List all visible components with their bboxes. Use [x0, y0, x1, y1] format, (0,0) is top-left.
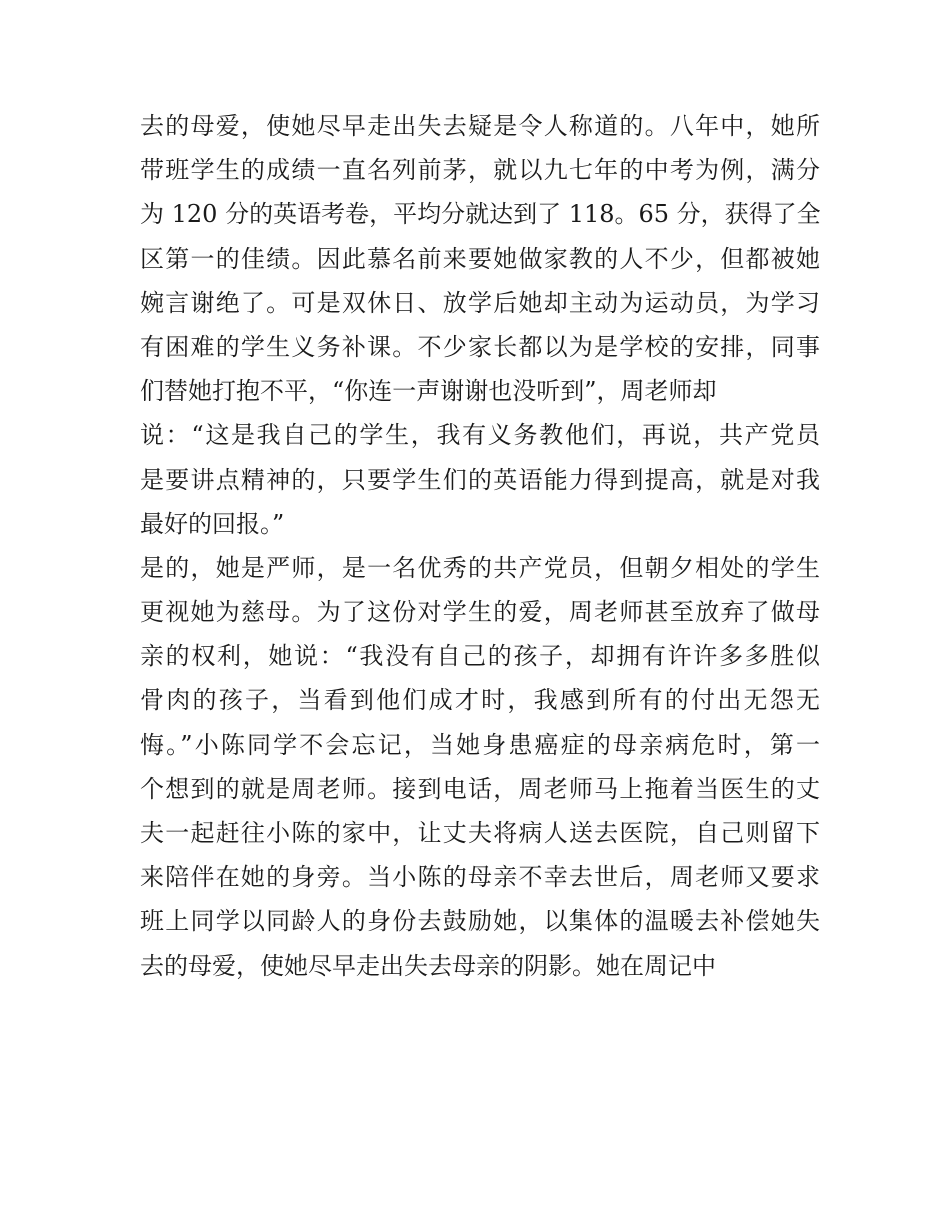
- body-text: [140, 104, 820, 988]
- text-line-10: 最好的回报。”: [140, 509, 285, 538]
- text-line-2: 带班学生的成绩一直名列前茅，就以九七年的中考为例，满分: [140, 156, 820, 185]
- text-line-13: 亲的权利，她说：“我没有自己的孩子，却拥有许许多多胜似: [140, 642, 820, 671]
- text-line-4: 区第一的佳绩。因此慕名前来要她做家教的人不少，但都被她: [140, 244, 820, 273]
- text-line-17: 夫一起赶往小陈的家中，让丈夫将病人送去医院，自己则留下: [140, 819, 820, 847]
- text-line-19: 班上同学以同龄人的身份去鼓励她，以集体的温暖去补偿她失: [140, 907, 820, 936]
- text-line-5: 婉言谢绝了。可是双休日、放学后她却主动为运动员，为学习: [140, 288, 820, 317]
- text-line-7: 们替她打抱不平，“你连一声谢谢也没听到”，周老师却: [140, 377, 717, 406]
- text-line-20: 去的母爱，使她尽早走出失去母亲的阴影。她在周记中: [140, 951, 716, 980]
- text-line-3: 为 120 分的英语考卷，平均分就达到了 118。65 分，获得了全: [140, 200, 821, 229]
- text-line-18: 来陪伴在她的身旁。当小陈的母亲不幸去世后，周老师又要求: [140, 863, 820, 892]
- text-line-11: 是的，她是严师，是一名优秀的共产党员，但朝夕相处的学生: [140, 553, 820, 582]
- text-line-8: 说：“这是我自己的学生，我有义务教他们，再说，共产党员: [140, 421, 820, 450]
- text-line-15: 悔。”小陈同学不会忘记，当她身患癌症的母亲病危时，第一: [140, 730, 820, 759]
- text-line-9: 是要讲点精神的，只要学生们的英语能力得到提高，就是对我: [140, 465, 820, 494]
- text-line-1: 去的母爱，使她尽早走出失去疑是令人称道的。八年中，她所: [140, 112, 820, 140]
- text-line-16: 个想到的就是周老师。接到电话，周老师马上拖着当医生的丈: [140, 774, 820, 803]
- text-line-14: 骨肉的孩子，当看到他们成才时，我感到所有的付出无怨无: [140, 686, 820, 715]
- text-line-6: 有困难的学生义务补课。不少家长都以为是学校的安排，同事: [140, 332, 820, 361]
- text-line-12: 更视她为慈母。为了这份对学生的爱，周老师甚至放弃了做母: [140, 598, 820, 627]
